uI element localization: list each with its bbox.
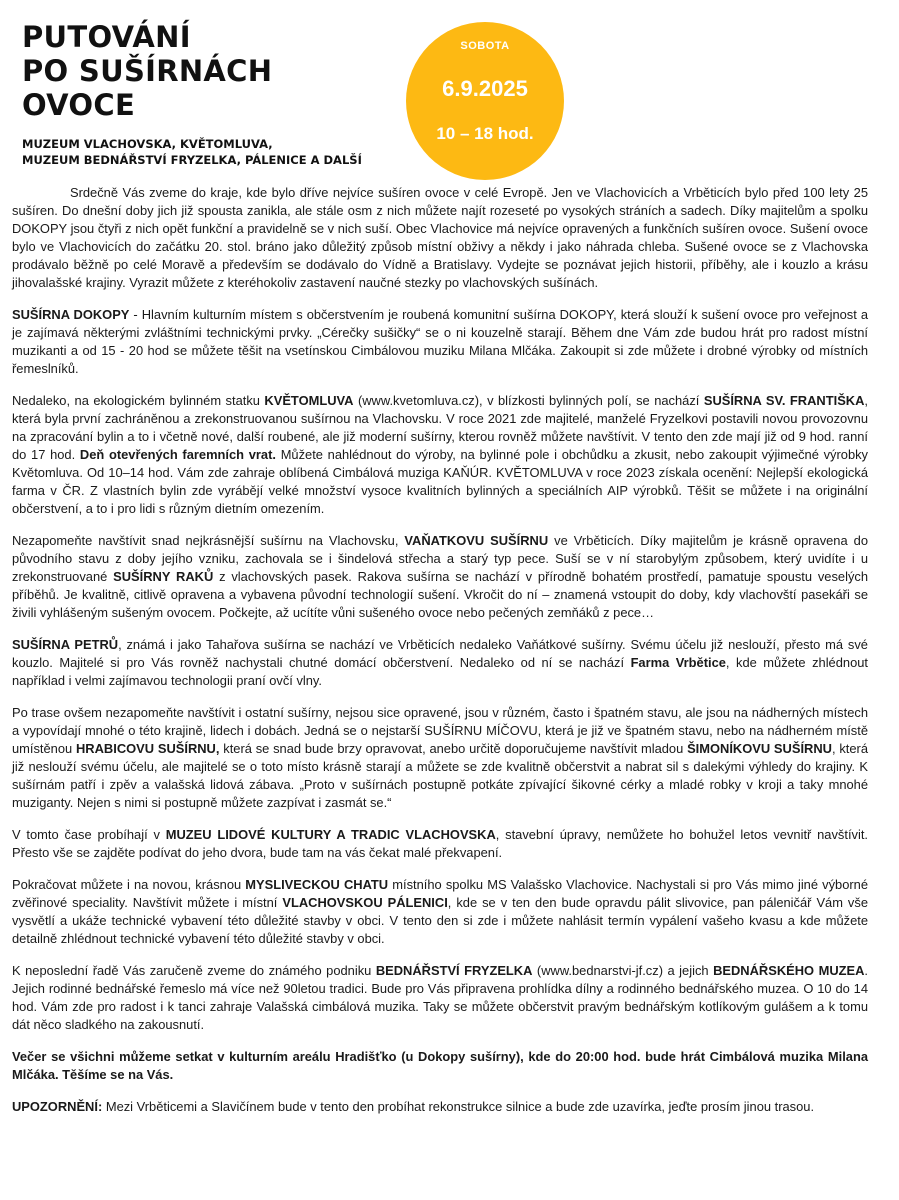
bold-text-run: VAŇATKOVU SUŠÍRNU	[404, 533, 549, 548]
title-line: OVOCE	[22, 88, 136, 122]
bold-text-run: BEDNÁŘSTVÍ FRYZELKA	[375, 963, 533, 978]
text-run: místního spolku MS Valašsko Vlachovice. Nachystali si pro Vás mimo jiné výborné zvěřinové speciality. Navštívit můžete i místní	[12, 877, 869, 910]
bold-text-run: UPOZORNĚNÍ:	[12, 1099, 103, 1114]
subtitle-line: MUZEUM BEDNÁŘSTVÍ FRYZELKA, PÁLENICE A DALŠÍ	[22, 153, 362, 167]
text-run: , stavební úpravy, nemůžete ho bohužel letos vevnitř navštívit. Přesto vše se zajděte podívat do jeho dvora, bude tam na vás čekat malé překvapení.	[12, 827, 868, 860]
text-run: (www.bednarstvi-jf.cz) a jejich	[532, 963, 714, 978]
bold-text-run: HRABICOVU SUŠÍRNU,	[76, 741, 220, 756]
bold-text-run: VLACHOVSKOU PÁLENICI	[282, 895, 448, 910]
text-run: , kde můžete zhlédnout například i velmi zajímavou technologii praní ovčí vlny.	[12, 655, 868, 688]
paragraph-vanatkova-susirna	[12, 532, 868, 622]
paragraph-myslivecka-chata	[12, 876, 868, 948]
header	[22, 20, 582, 180]
paragraph-muzeum	[12, 826, 868, 862]
text-run: V tomto čase probíhají v	[12, 827, 166, 842]
bold-text-run: MUZEU LIDOVÉ KULTURY A TRADIC VLACHOVSKA	[165, 827, 496, 842]
bold-text-run: Deň otevřených faremních vrat.	[79, 447, 276, 462]
text-run: Po trase ovšem nezapomeňte navštívit i ostatní sušírny, nejsou sice opravené, jsou v různém, často i špatném stavu, ale jsou na nádherných místech a vypovídají mnohé o této krajině, lidech i dobách. Jedná se o nejstarší SUŠÍRNU MÍČOVU, která je již ve špatném stavu, nebo na nádherném místě umístěnou	[12, 705, 868, 756]
text-run: Můžete nahlédnout do výroby, na bylinné pole i obchůdku a zkusit, nebo zakoupit výjimečné výrobky Květomluva. Od 10–14 hod. Vám zde zahraje oblíbená Cimbálová muziga KAŇÚR. KVĚTOMLUVA v roce 2023 získala ocenění: Nejlepší ekologická farma v ČR. Z vlastních bylin zde vyrábějí velké množství vysoce kvalitních bylinných a speciálních AIP výrobků. Těšit se můžete i na originální občerstvení, a to i pro lidi s různým dietním omezením.	[12, 447, 868, 516]
text-run: Srdečně Vás zveme do kraje, kde bylo dříve nejvíce sušíren ovoce v celé Evropě. Jen ve Vlachovicích a Vrběticích bylo před 100 lety 25 sušíren. Do dnešní doby jich již spousta zanikla, ale stále osm z nich můžete najít rozeseté po vysokých stráních a sadech. Díky majitelům a spolku DOKOPY jsou čtyři z nich opět funkční a pravidelně se v nich suší. Obec Vlachovice má nejvíce opravených a funkčních sušíren ovoce. Sušení ovoce bylo ve Vlachovicích do začátku 20. stol. bráno jako důležitý způsob místní obživy a někdy i jako náhrada chleba. Sušené ovoce se z Vlachovska prodávalo běžně po celé Moravě a především se dodávalo do Vídně a Bratislavy. Vydejte se poznávat jejich historii, příběhy, ale i kouzlo a krásu jihovalašské krajiny. Vyrazit můžete z kteréhokoliv zastavení naučné stezky po vlachovských sušínách.	[12, 185, 868, 290]
badge-day: SOBOTA	[460, 40, 510, 52]
bold-text-run: BEDNÁŘSKÉHO MUZEA	[713, 963, 865, 978]
title-line: PO SUŠÍRNÁCH	[22, 54, 273, 88]
bold-text-run: Farma Vrbětice	[630, 655, 726, 670]
text-run: Nezapomeňte navštívit snad nejkrásnější sušírnu na Vlachovsku,	[12, 533, 405, 548]
text-run: Nedaleko, na ekologickém bylinném statku	[12, 393, 265, 408]
article-body	[12, 184, 868, 1130]
badge-date: 6.9.2025	[442, 76, 528, 101]
bold-text-run: SUŠÍRNA PETRŮ	[12, 637, 119, 652]
date-badge	[406, 22, 564, 180]
paragraph-intro	[12, 184, 868, 292]
text-run: , známá i jako Tahařova sušírna se nachází ve Vrběticích nedaleko Vaňátkové sušírny. Svému účelu již neslouží, přesto má své kouzlo. Majitelé si pro Vás rovněž nachystali chutné domácí občerstvení. Nedaleko od ní se nachází	[12, 637, 868, 670]
text-run: , která byla první zachráněnou a zrekonstruovanou sušírnou na Vlachovsku. V roce 2021 zde majitelé, manželé Fryzelkovi postavili novou provozovnu na zpracování bylin a to i včetně nové, další roubené, ale již moderní sušírny, kterou rovněž můžete navštívit. V tento den zde mají již od 9 hod. ranní do 17 hod.	[12, 393, 869, 462]
paragraph-ostatni-susirny	[12, 704, 868, 812]
text-run: , kde se v ten den bude opravdu pálit slivovice, pan páleničář Vám vše vysvětlí a ukáže technické vybavení této důležité stavby v obci. V tento den si zde i můžete nahlásit termín vypálení vašeho kvasu a kde můžete detailně zhlédnout technické vybavení této důležité stavby v obci.	[12, 895, 868, 946]
text-run: - Hlavním kulturním místem s občerstvením je roubená komunitní sušírna DOKOPY, která slouží k sušení ovoce pro veřejnost a je zajímavá některými zvláštními technickými prvky. „Cérečky sušičky“ se o ni kouzelně starají. Během dne Vám zde budou hrát pro radost místní muzikanti a od 15 - 20 hod se můžete těšit na vsetínskou Cimbálovou muziku Milana Mlčáka. Zakoupit si zde můžete i drobné výrobky od místních řemeslníků.	[12, 307, 868, 376]
title-line: PUTOVÁNÍ	[22, 20, 191, 54]
bold-text-run: MYSLIVECKOU CHATU	[245, 877, 389, 892]
text-run: . Jejich rodinné bednářské řemeslo má více než 90letou tradici. Bude pro Vás připravena prohlídka dílny a rodinného bednářského muzea. O 10 do 14 hod. Vám zde pro radost i k tanci zahraje Valašská cimbálová muzika. Taky se můžete občerstvit pravým bednářským kotlíkovým gulášem a k tomu dát něco sladkého na zakousnutí.	[12, 963, 868, 1032]
text-run: Mezi Vrběticemi a Slavičínem bude v tento den probíhat rekonstrukce silnice a bude zde uzavírka, jeďte prosím jinou trasou.	[102, 1099, 815, 1114]
text-run: Pokračovat můžete i na novou, krásnou	[12, 877, 246, 892]
bold-text-run: SUŠÍRNA DOKOPY	[12, 307, 130, 322]
bold-text-run: Večer se všichni můžeme setkat v kulturním areálu Hradišťko (u Dokopy sušírny), kde do 20:00 hod. bude hrát Cimbálová muzika Milana Mlčáka. Těšíme se na Vás.	[12, 1049, 868, 1082]
text-run: (www.kvetomluva.cz), v blízkosti bylinných polí, se nachází	[353, 393, 704, 408]
text-run: která se snad bude brzy opravovat, anebo určitě doporučujeme navštívit mladou	[219, 741, 688, 756]
bold-text-run: ŠIMONÍKOVU SUŠÍRNU	[687, 741, 832, 756]
text-run: z vlachovských pasek. Rakova sušírna se nachází v přírodně bohatém prostředí, pamatuje spoustu veselých příběhů. Je kvalitně, citlivě opravena a vybavena původní technologií sušení. Vkročit do ní – znamená vstoupit do doby, kdy vlachovští pasekáři se živili vyhlášeným sušeným ovocem. Počkejte, až ucítíte vůni sušeného ovoce nebo pečených zemňáků z pece…	[12, 569, 868, 620]
paragraph-bednarstvi	[12, 962, 868, 1034]
text-run: K neposlední řadě Vás zaručeně zveme do známého podniku	[12, 963, 376, 978]
badge-hours: 10 – 18 hod.	[436, 124, 534, 143]
bold-text-run: KVĚTOMLUVA	[264, 393, 354, 408]
subtitle-line: MUZEUM VLACHOVSKA, KVĚTOMLUVA,	[22, 137, 273, 151]
paragraph-susirna-dokopy	[12, 306, 868, 378]
bold-text-run: SUŠÍRNY RAKŮ	[113, 569, 214, 584]
text-run: ve Vrběticích. Díky majitelům je krásně opravena do původního stavu z doby jejího vzniku, zachovala se i šindelová střecha a starý typ pece. Suší se v ní starobylým způsobem, který uvidíte i u zrekonstruované	[12, 533, 868, 584]
text-run: , která již neslouží svému účelu, ale majitelé se o toto místo krásně starají a můžete se zde kvalitně občerstvit a nabrat sil s dalekými výhledy do krajiny. K sušírnám patří i zpěv a valašská lidová zábava. „Proto v sušírnách postupně potkáte zpívající šikovné cérky a mladé robky v kroji a taky mnohé muziganty. Nejen s nimi si postupně můžete zazpívat i zasmát se.“	[12, 741, 868, 810]
paragraph-upozorneni	[12, 1098, 868, 1116]
paragraph-susirna-petru	[12, 636, 868, 690]
bold-text-run: SUŠÍRNA SV. FRANTIŠKA	[703, 393, 865, 408]
paragraph-vecer	[12, 1048, 868, 1084]
paragraph-kvetomluva	[12, 392, 868, 518]
